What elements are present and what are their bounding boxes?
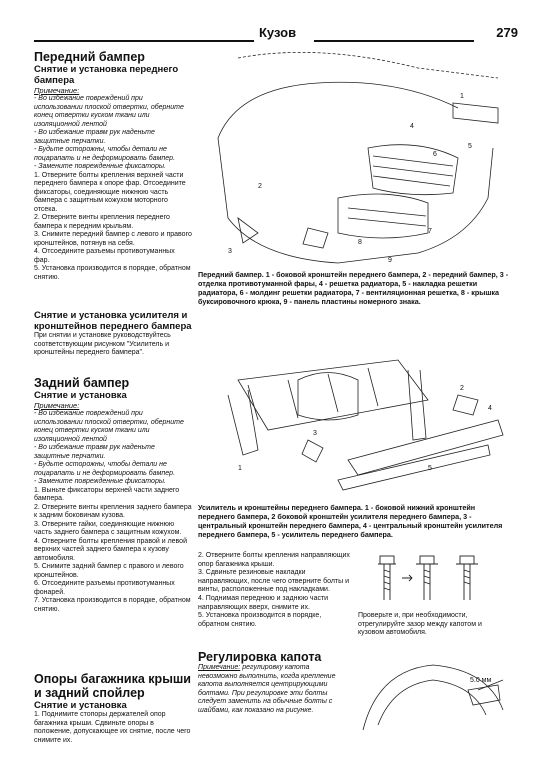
header-rule-right <box>314 40 474 42</box>
fig1-label: 3 <box>228 248 232 255</box>
reinforcement-title: Снятие и установка усилителя и кронштейнов переднего бампера <box>34 310 192 332</box>
page-number: 279 <box>496 25 518 40</box>
bolts-drawing <box>358 552 508 608</box>
roof-step: 5. Установка производится в порядке, обратном снятию. <box>198 612 322 628</box>
hood-section <box>198 650 350 716</box>
hood-note-text: регулировку капота невозможно выполнить, когда крепление капота выполняется центрирующими болтами. При регулировке эти болты следует заменить на обычные болты с шайбами, как показано на рисунке. <box>198 664 336 714</box>
fig2-label: 5 <box>428 465 432 472</box>
fig1-label: 5 <box>468 143 472 150</box>
reinforcement-figure <box>198 340 512 500</box>
front-bumper-figure <box>198 48 512 268</box>
roof-rack-subtitle: Снятие и установка <box>34 700 127 711</box>
rear-step: 3. Отверните гайки, соединяющие нижнюю часть заднего бампера с защитным кожухом. <box>34 520 182 536</box>
reinforcement-text: При снятии и установке руководствуйтесь соответствующим рисунком "Усилитель и кронштейны переднего бампера". <box>34 332 171 356</box>
front-note: - Будьте осторожны, чтобы детали не поцарапать и не деформировать бампер. <box>34 146 176 162</box>
rear-bumper-title: Задний бампер <box>34 376 130 390</box>
hood-gap-drawing <box>358 650 508 740</box>
bolts-caption: Проверьте и, при необходимости, отрегулируйте зазор между капотом и кузовом автомобиля. <box>358 612 482 637</box>
rear-step: 6. Отсоедините разъемы противотуманных фонарей. <box>34 580 175 596</box>
rear-step: 4. Отверните болты крепления правой и левой верхних частей заднего бампера к кузову автомобиля. <box>34 537 187 562</box>
front-note: - Во избежание повреждений при использовании плоской отвертки, оберните конец отвертки куском ткани или изоляционной лентой <box>34 95 184 128</box>
fig1-label: 7 <box>428 228 432 235</box>
reinforcement-section <box>34 310 192 358</box>
rear-step: 7. Установка производится в порядке, обратном снятию. <box>34 597 191 613</box>
front-step: 4. Отсоедините разъемы противотуманных фар. <box>34 248 175 264</box>
fig1-caption: Передний бампер. 1 - боковой кронштейн переднего бампера, 2 - передний бампер, 3 - отделка противотуманной фары, 4 - решетка радиатора, 5 - накладка решетки радиатора, 6 - молдинг решетки радиатора, 7 - вентиляционная решетка, 8 - крышка буксировочного крюка, 9 - панель пластины номерного знака. <box>198 270 509 306</box>
rear-bumper-subtitle: Снятие и установка <box>34 390 127 401</box>
hood-title: Регулировка капота <box>198 650 322 664</box>
hood-note-label: Примечание: <box>198 664 241 671</box>
fig1-label: 2 <box>258 183 262 190</box>
rear-note: - Во избежание повреждений при использовании плоской отвертки, оберните конец отвертки куском ткани или изоляционной лентой <box>34 410 184 443</box>
fig1-label: 1 <box>460 93 464 100</box>
rear-bumper-section <box>34 376 192 614</box>
front-step: 1. Отверните болты крепления верхней части переднего бампера к опоре фар. Отсоедините фиксаторы, соединяющие нижнюю часть бампера с защитным кожухом моторного отсека. <box>34 171 186 213</box>
fig2-label: 3 <box>313 430 317 437</box>
rear-note: - Во избежание травм рук наденьте защитные перчатки. <box>34 444 155 460</box>
page-header <box>34 26 518 44</box>
hood-gap-figure <box>358 650 508 740</box>
rear-note: - Будьте осторожны, чтобы детали не поцарапать и не деформировать бампер. <box>34 461 176 477</box>
roof-rack-text: 1. Поднимите стопоры держателей опор багажника крыши. Сдвиньте опоры в положение, допускающее их снятие, после чего снимите их. <box>34 711 191 744</box>
front-bumper-subtitle: Снятие и установка переднего бампера <box>34 64 179 86</box>
fig1-label: 6 <box>433 151 437 158</box>
front-bumper-drawing <box>198 48 512 268</box>
front-bumper-section <box>34 50 192 282</box>
hood-note <box>198 664 350 716</box>
fig1-label: 8 <box>358 239 362 246</box>
roof-step: 2. Отверните болты крепления направляющих опор багажника крыши. <box>198 552 350 568</box>
rear-step: 1. Выньте фиксаторы верхней части заднего бампера. <box>34 486 180 502</box>
rear-note: - Замените поврежденные фиксаторы. <box>34 478 166 485</box>
bolts-figure <box>358 552 508 608</box>
front-note-label: Примечание: <box>34 86 80 95</box>
rear-step: 2. Отверните винты крепления заднего бампера к задним боковинам кузова. <box>34 503 192 519</box>
roof-rack-title: Опоры багажника крыши и задний спойлер <box>34 672 191 700</box>
roof-step: 3. Сдвиньте резиновые накладки направляющих, после чего отверните болты и винты, расположенные под накладками. <box>198 569 349 594</box>
fig2-label: 4 <box>488 405 492 412</box>
header-title: Кузов <box>259 25 297 40</box>
roof-step: 4. Поднимая переднюю и заднюю части направляющих вверх, снимите их. <box>198 594 329 611</box>
front-step: 2. Отверните винты крепления переднего бампера к передним крыльям. <box>34 214 170 230</box>
rear-step: 5. Снимите задний бампер с правого и левого кронштейнов. <box>34 563 184 579</box>
fig2-label: 1 <box>238 465 242 472</box>
hood-gap-label: 5.0 мм <box>470 677 492 684</box>
rear-note-label: Примечание: <box>34 401 80 410</box>
fig2-caption: Усилитель и кронштейны переднего бампера. 1 - боковой нижний кронштейн переднего бампера, 2 боковой кронштейн усилителя переднего бампера, 3 - центральный кронштейн переднего бампера, 4 - центральный кронштейн усилителя переднего бампера, 5 - усилитель переднего бампера. <box>198 503 503 539</box>
fig2-label: 2 <box>460 385 464 392</box>
front-bumper-title: Передний бампер <box>34 50 145 64</box>
fig1-label: 9 <box>388 257 392 264</box>
front-step: 3. Снимите передний бампер с левого и правого кронштейнов, потянув на себя. <box>34 231 192 247</box>
roof-rack-section <box>34 672 192 745</box>
front-step: 5. Установка производится в порядке, обратном снятию. <box>34 265 191 281</box>
front-note: - Замените поврежденные фиксаторы. <box>34 163 166 170</box>
fig1-label: 4 <box>410 123 414 130</box>
header-rule-left <box>34 40 254 42</box>
reinforcement-drawing <box>198 340 512 500</box>
front-note: - Во избежание травм рук наденьте защитные перчатки. <box>34 129 155 145</box>
roof-rack-steps <box>198 552 350 629</box>
